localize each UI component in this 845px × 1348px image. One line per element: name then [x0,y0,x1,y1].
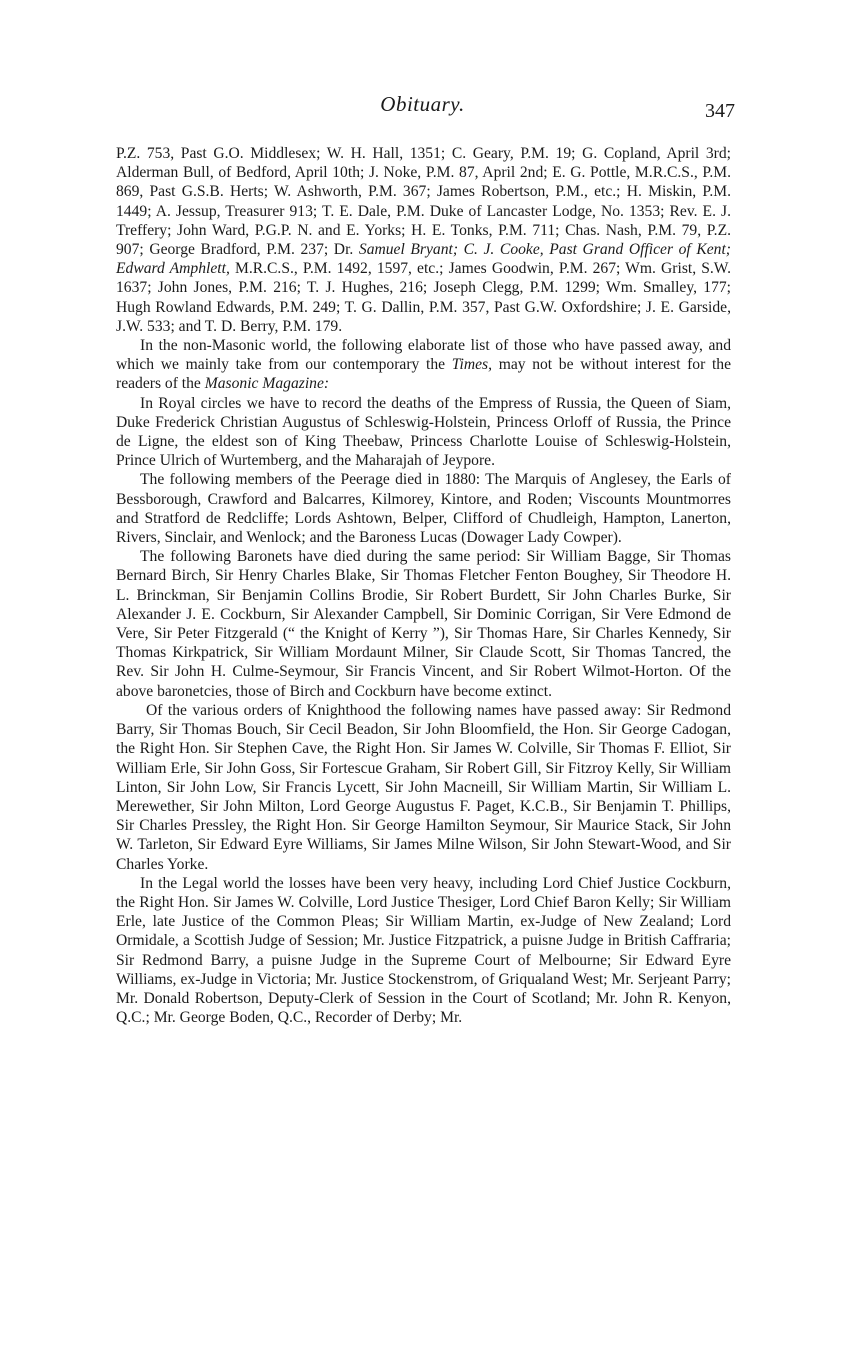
paragraph-knighthood: Of the various orders of Knighthood the following names have passed away: Sir Redmond Barry, Sir Thomas Bouch, Sir Cecil Beadon, Sir John Bloomfield, the Hon. Sir George Cadogan, the Right Hon. Sir Stephen Cave, the Right Hon. Sir James W. Colville, Sir Thomas F. Elliot, Sir William Erle, Sir John Goss, Sir Fortescue Graham, Sir Robert Gill, Sir Fitzroy Kelly, Sir William Linton, Sir John Low, Sir Francis Lycett, Sir John Macneill, Sir William Martin, Sir William L. Merewether, Sir John Milton, Lord George Augustus F. Paget, K.C.B., Sir Benjamin T. Phillips, Sir Charles Pressley, the Right Hon. Sir George Hamilton Seymour, Sir Maurice Stack, Sir John W. Tarleton, Sir Edward Eyre Williams, Sir James Milne Wilson, Sir John Stewart-Wood, and Sir Charles Yorke. [116,701,731,873]
paragraph-intro: In the non-Masonic world, the following elaborate list of those who have passed away, and which we mainly take from our contemporary the Times, may not be without interest for the readers of the Masonic Magazine: [116,337,732,393]
paragraph-peerage: The following members of the Peerage died in 1880: The Marquis of Anglesey, the Earls of Bessborough, Crawford and Balcarres, Kilmorey, Kintore, and Roden; Viscounts Mountmorres and Stratford de Redcliffe; Lords Ashtown, Belper, Clifford of Chudleigh, Hampton, Lanerton, Rivers, Sinclair, and Wenlock; and the Baroness Lucas (Dowager Lady Cowper). [116,471,731,547]
running-title: Obituary. [380,92,465,116]
paragraph-royal: In Royal circles we have to record the deaths of the Empress of Russia, the Queen of Siam, Duke Frederick Christian Augustus of Schleswig-Holstein, Princess Orloff of Russia, the Prince de Ligne, the eldest son of King Theebaw, Princess Charlotte Louise of Schleswig-Holstein, Prince Ulrich of Wurtemberg, and the Maharajah of Jeypore. [116,394,731,470]
paragraph-baronets: The following Baronets have died during the same period: Sir William Bagge, Sir Thomas Bernard Birch, Sir Henry Charles Blake, Sir Thomas Fletcher Fenton Boughey, Sir Theodore H. L. Brinckman, Sir Benjamin Collins Brodie, Sir Robert Burdett, Sir John Charles Burke, Sir Alexander J. E. Cockburn, Sir Alexander Campbell, Sir Dominic Corrigan, Sir Vere Edmond de Vere, Sir Peter Fitzgerald (“ the Knight of Kerry ”), Sir Thomas Hare, Sir Charles Kennedy, Sir Thomas Kirkpatrick, Sir William Mordaunt Milner, Sir Claude Scott, Sir Thomas Tancred, the Rev. Sir John H. Culme-Seymour, Sir Francis Vincent, and Sir Robert Wilmot-Horton. Of the above baronetcies, those of Birch and Cockburn have become extinct. [116,548,731,700]
page-number: 347 [705,100,735,122]
paragraph-legal: In the Legal world the losses have been very heavy, including Lord Chief Justice Cockburn, the Right Hon. Sir James W. Colville, Lord Justice Thesiger, Lord Chief Baron Kelly; Sir William Erle, late Justice of the Common Pleas; Sir William Martin, ex-Judge of New Zealand; Lord Ormidale, a Scottish Judge of Session; Mr. Justice Fitzpatrick, a puisne Judge in British Caffraria; Sir Redmond Barry, a puisne Judge in the Supreme Court of Melbourne; Sir Edward Eyre Williams, ex-Judge in Victoria; Mr. Justice Stockenstrom, of Griqualand West; Mr. Serjeant Parry; Mr. Donald Robertson, Deputy-Clerk of Session in the Court of Scotland; Mr. John R. Kenyon, Q.C.; Mr. George Boden, Q.C., Recorder of Derby; Mr. [116,874,731,1027]
paragraph-masonic-list: P.Z. 753, Past G.O. Middlesex; W. H. Hall, 1351; C. Geary, P.M. 19; G. Copland, April 3rd; Alderman Bull, of Bedford, April 10th; J. Noke, P.M. 87, April 2nd; E. G. Pottle, M.R.C.S., P.M. 869, Past G.S.B. Herts; W. Ashworth, P.M. 367; James Robertson, P.M., etc.; H. Miskin, P.M. 1449; A. Jessup, Treasurer 913; T. E. Dale, P.M. Duke of Lancaster Lodge, No. 1353; Rev. E. J. Treffery; John Ward, P.G.P. N. and E. Yorks; H. E. Tonks, P.M. 711; Chas. Nash, P.M. 79, P.Z. 907; George Bradford, P.M. 237; Dr. Samuel Bryant; C. J. Cooke, Past Grand Officer of Kent; Edward Amphlett, M.R.C.S., P.M. 1492, 1597, etc.; James Goodwin, P.M. 267; Wm. Grist, S.W. 1637; John Jones, P.M. 216; T. J. Hughes, 216; Joseph Clegg, P.M. 1299; Wm. Smalley, 177; Hugh Rowland Edwards, P.M. 249; T. G. Dallin, P.M. 357, Past G.W. Oxfordshire; J. E. Garside, J.W. 533; and T. D. Berry, P.M. 179. [116,145,731,335]
body-text [116,144,731,1027]
